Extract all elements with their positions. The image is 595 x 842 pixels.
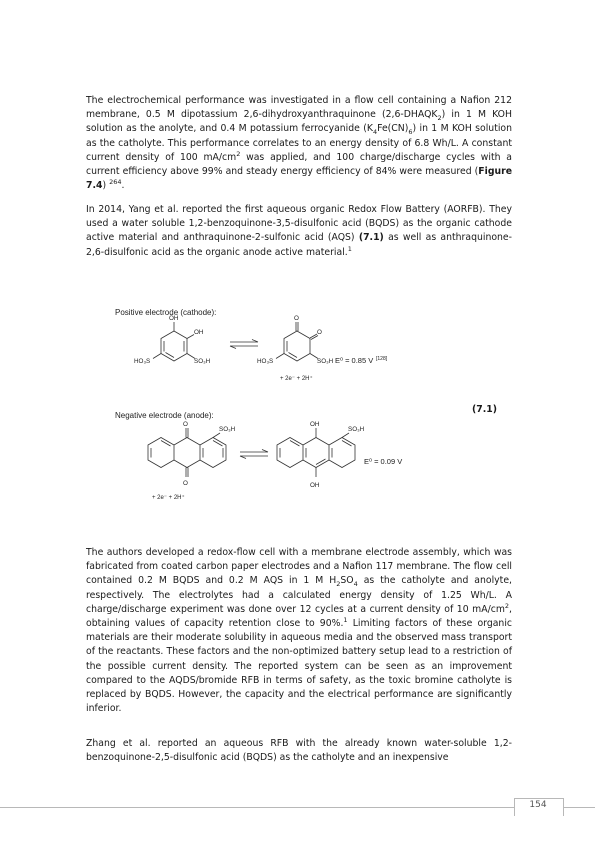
negative-electrode-label: Negative electrode (anode): [115, 411, 214, 420]
citation: 1 [343, 615, 348, 624]
svg-text:OH: OH [169, 315, 179, 322]
cathode-electrons: + 2e⁻ + 2H⁺ [280, 376, 313, 382]
svg-text:OH: OH [310, 482, 320, 489]
citation: 264 [109, 178, 122, 187]
paragraph-flow-cell-performance: The electrochemical performance was investigated in a flow cell containing a Nafion 212 membrane, 0.5 M dipotassium 2,6-dihydroxyanthraquinone $(2,6-DHAQK_2)$ in 1 M KOH solution as the anolyte, and 0.4 M potassium ferrocyanide $(K_4Fe(CN)_6)$ in 1 M KOH solution as the catholyte. This performance correlates to an energy density of 6.8 Wh/L. A constant current density of 100 $mA/cm^2$ was applied, and 100 charge/discharge cycles with a current efficiency above 99% and steady energy efficiency of 84% were measured (Figure 7.4) $^{264}$. [86, 95, 513, 192]
equation-number: (7.1) [472, 404, 497, 415]
svg-text:OH: OH [194, 329, 204, 336]
svg-text:SO₃H: SO₃H [194, 358, 211, 365]
footer-rule [0, 807, 595, 808]
reaction-scheme [112, 300, 412, 515]
svg-text:HO₃S: HO₃S [257, 358, 274, 365]
figure-reference: Figure 7.4 [86, 166, 512, 192]
aqs-oxidized-rings [148, 438, 226, 468]
svg-text:HO₃S: HO₃S [134, 358, 151, 365]
bqds-reduced-ring [161, 331, 187, 361]
paragraph-zhang-rfb: Zhang et al. reported an aqueous RFB with the already known water-soluble 1,2-benzoquinone-2,5-disulfonic acid (BQDS) as the catholyte and an inexpensive [86, 738, 512, 764]
aqs-reduced-rings [277, 438, 355, 468]
svg-text:SO₃H: SO₃H [317, 358, 334, 365]
positive-electrode-label: Positive electrode (cathode): [115, 308, 217, 317]
svg-text:O: O [183, 421, 188, 428]
svg-text:SO₃H: SO₃H [219, 426, 236, 433]
citation: 1 [347, 244, 352, 253]
cathode-potential: E⁰ = 0.85 V [335, 356, 374, 365]
svg-text:O: O [317, 329, 322, 336]
svg-text:O: O [183, 480, 188, 487]
svg-text:O: O [294, 315, 299, 322]
paragraph-yang-aorfb: In 2014, Yang et al. reported the first aqueous organic Redox Flow Battery (AORFB). They used a water soluble 1,2-benzoquinone-3,5-disulfonic acid (BQDS) as the organic cathode active material and anthraquinone-2-sulfonic acid (AQS) (7.1) as well as anthraquinone-2,6-disulfonic acid as the organic anode active material.$^1$ [86, 204, 513, 258]
anode-electrons: + 2e⁻ + 2H⁺ [152, 495, 185, 501]
cathode-potential-citation: [128] [376, 356, 388, 362]
page-number: 154 [529, 800, 547, 810]
svg-text:SO₃H: SO₃H [348, 426, 365, 433]
bqds-oxidized-ring [284, 331, 310, 361]
anode-potential: E⁰ = 0.09 V [364, 457, 403, 466]
svg-text:OH: OH [310, 421, 320, 428]
paragraph-redox-flow-cell: The authors developed a redox-flow cell with a membrane electrode assembly, which was fabricated from coated carbon paper electrodes and a Nafion 117 membrane. The flow cell contained 0.2 M BQDS and 0.2 M AQS in 1 M $H_2SO_4$ as the catholyte and anolyte, respectively. The electrolytes had a calculated energy density of 1.25 Wh/L. A charge/discharge experiment was done over 12 cycles at a current density of 10 $mA/cm^2$, obtaining values of capacity retention close to 90%.$^1$ Limiting factors of these organic materials are their moderate solubility in aqueous media and the observed mass transport of the reactants. These factors and the non-optimized battery setup lead to a restriction of the possible current density. The reported system can be seen as an improvement compared to the AQDS/bromide RFB in terms of safety, as the toxic bromine catholyte is replaced by BQDS. However, the capacity and the electrical performance are significantly inferior. [86, 547, 513, 715]
equation-reference: (7.1) [358, 232, 384, 244]
